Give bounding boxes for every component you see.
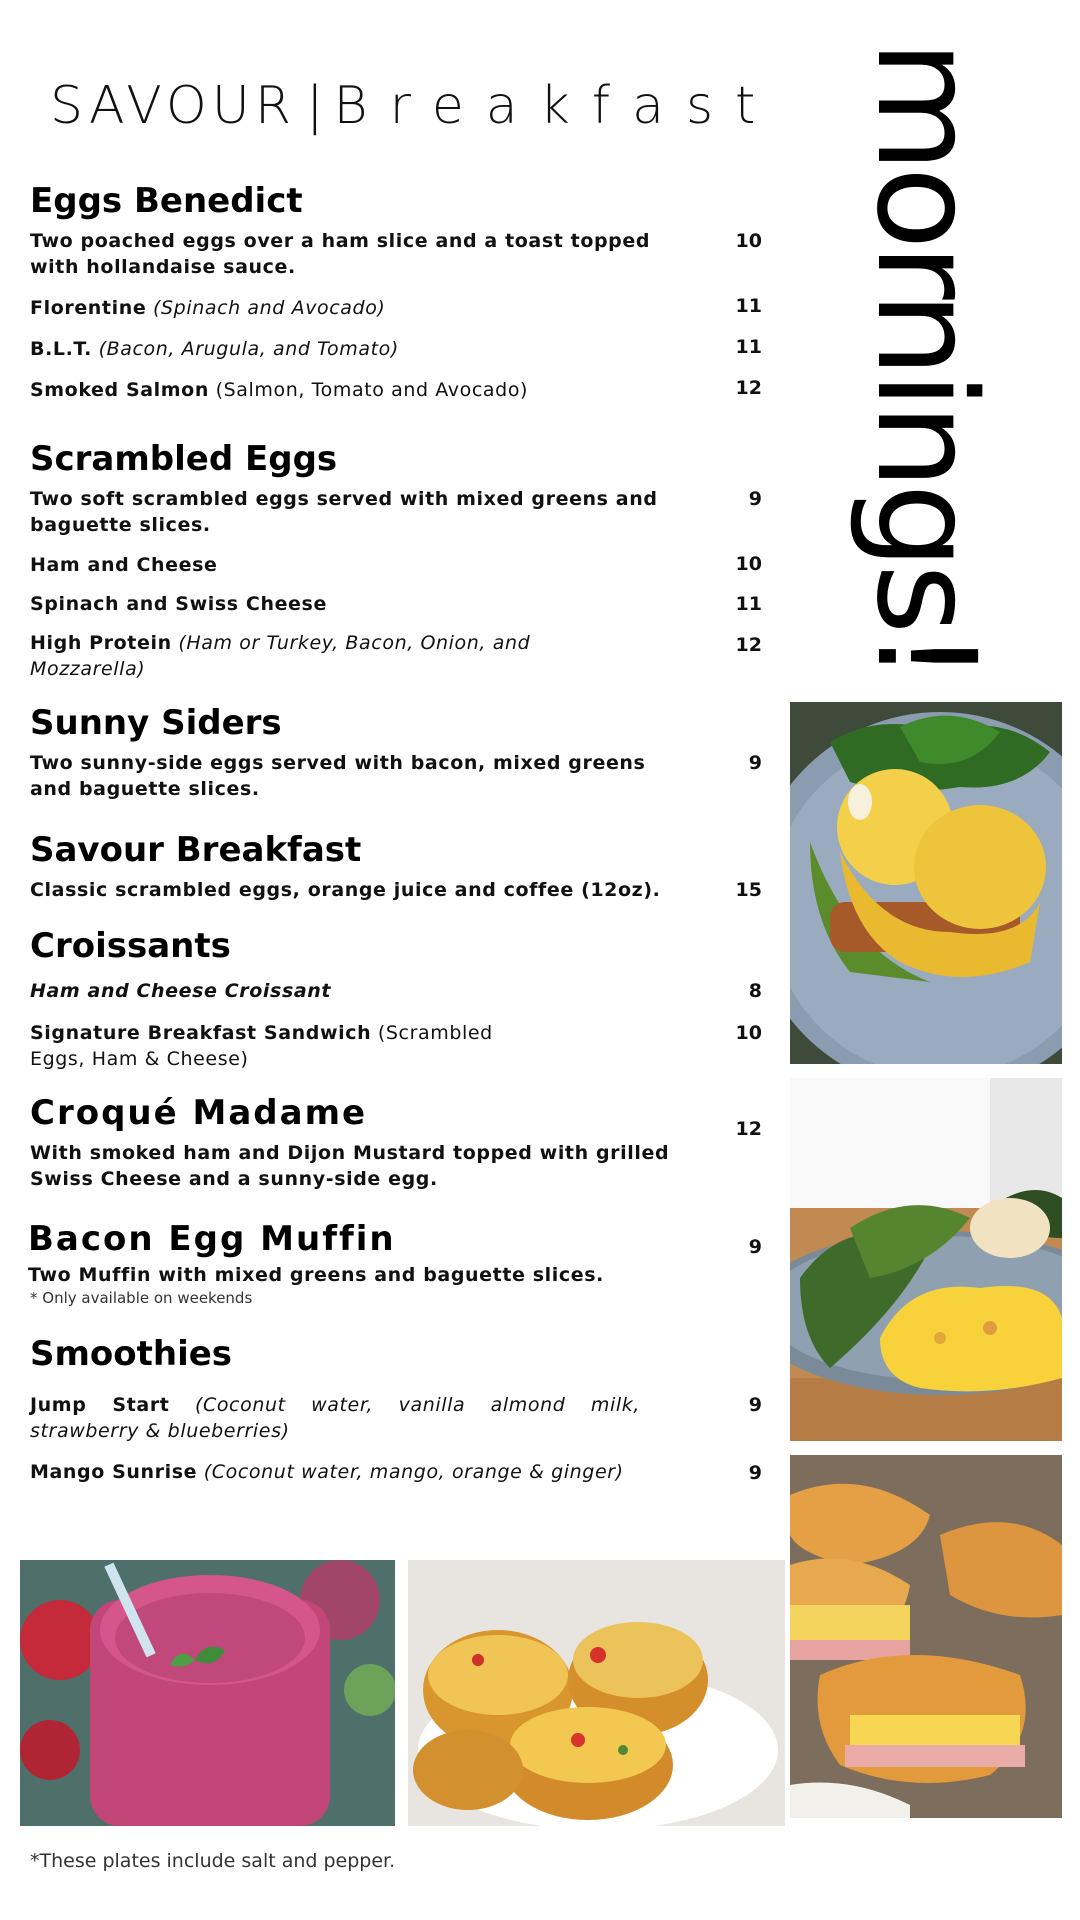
menu-item-florentine (30, 295, 710, 321)
price-jump-start: 9 (748, 1394, 762, 1416)
item-name: Florentine (30, 297, 147, 319)
price-florentine: 11 (735, 295, 762, 317)
section-title-croque-madame: Croqué Madame (30, 1093, 368, 1133)
section-desc-scrambled-eggs: Two soft scrambled eggs served with mixed greens and baguette slices. (30, 488, 658, 536)
item-name: B.L.T. (30, 338, 92, 360)
brand-name: SAVOUR (50, 76, 296, 136)
menu-item-spinach-swiss (30, 591, 710, 617)
price-scrambled-eggs: 9 (748, 488, 762, 510)
price-eggs-benedict: 10 (735, 230, 762, 252)
side-tagline-text: mornings! (846, 40, 1004, 678)
menu-item-jump-start (30, 1392, 640, 1444)
price-ham-cheese-croissant: 8 (748, 980, 762, 1002)
item-name: High Protein (30, 632, 172, 654)
menu-item-mango-sunrise (30, 1459, 710, 1485)
title-separator: | (306, 76, 324, 136)
price-ham-and-cheese: 10 (735, 553, 762, 575)
section-desc-eggs-benedict: Two poached eggs over a ham slice and a toast topped with hollandaise sauce. (30, 230, 651, 278)
section-title-smoothies: Smoothies (30, 1334, 233, 1374)
item-detail: (Ham or Turkey, Bacon, Onion, and Mozzarella) (30, 632, 531, 680)
menu-item-ham-and-cheese (30, 552, 710, 578)
photo-smoothie (20, 1560, 395, 1826)
section-desc-croque-madame: With smoked ham and Dijon Mustard topped with grilled Swiss Cheese and a sunny-side egg. (30, 1142, 670, 1190)
section-desc-sunny-siders: Two sunny-side eggs served with bacon, mixed greens and baguette slices. (30, 752, 646, 800)
item-detail: (Bacon, Arugula, and Tomato) (98, 338, 399, 360)
menu-item-high-protein (30, 630, 550, 682)
item-detail: (Coconut water, mango, orange & ginger) (203, 1461, 624, 1483)
item-name: Jump Start (30, 1394, 170, 1416)
side-tagline (846, 40, 1004, 680)
price-mango-sunrise: 9 (748, 1462, 762, 1484)
section-title-savour-breakfast: Savour Breakfast (30, 830, 362, 870)
photo-egg-muffins (408, 1560, 785, 1826)
price-smoked-salmon: 12 (735, 377, 762, 399)
price-blt: 11 (735, 336, 762, 358)
item-name: Smoked Salmon (30, 379, 209, 401)
photo-eggs-benedict (790, 702, 1062, 1064)
section-desc-savour-breakfast: Classic scrambled eggs, orange juice and coffee (12oz). (30, 879, 661, 901)
price-savour-breakfast: 15 (735, 879, 762, 901)
section-title-bacon-egg-muffin: Bacon Egg Muffin (28, 1219, 396, 1259)
photo-scrambled-eggs (790, 1078, 1062, 1441)
item-name: Ham and Cheese Croissant (30, 980, 332, 1002)
menu-item-signature-sandwich (30, 1020, 500, 1072)
price-signature-sandwich: 10 (735, 1022, 762, 1044)
item-name: Spinach and Swiss Cheese (30, 593, 327, 615)
price-high-protein: 12 (735, 634, 762, 656)
section-title-croissants: Croissants (30, 926, 231, 966)
menu-category: Breakfast (333, 76, 778, 136)
price-sunny-siders: 9 (748, 752, 762, 774)
weekend-note: * Only available on weekends (30, 1289, 253, 1307)
section-desc-bacon-egg-muffin: Two Muffin with mixed greens and baguette slices. (28, 1264, 604, 1286)
menu-item-smoked-salmon (30, 377, 710, 403)
item-detail: (Salmon, Tomato and Avocado) (215, 379, 529, 401)
photo-croissants (790, 1455, 1062, 1818)
item-name: Signature Breakfast Sandwich (30, 1022, 372, 1044)
menu-title (50, 76, 778, 136)
menu-item-blt (30, 336, 710, 362)
item-detail: (Coconut water, vanilla almond milk, strawberry & blueberries) (30, 1394, 641, 1442)
item-detail: (Spinach and Avocado) (152, 297, 386, 319)
item-name: Ham and Cheese (30, 554, 218, 576)
footer-note: *These plates include salt and pepper. (30, 1850, 396, 1872)
price-bacon-egg-muffin: 9 (748, 1236, 762, 1258)
section-title-eggs-benedict: Eggs Benedict (30, 181, 303, 221)
price-croque-madame: 12 (735, 1118, 762, 1140)
item-detail: (Scrambled Eggs, Ham & Cheese) (30, 1022, 493, 1070)
item-name: Mango Sunrise (30, 1461, 198, 1483)
section-title-sunny-siders: Sunny Siders (30, 703, 282, 743)
price-spinach-swiss: 11 (735, 593, 762, 615)
section-title-scrambled-eggs: Scrambled Eggs (30, 439, 338, 479)
menu-item-ham-cheese-croissant (30, 978, 710, 1004)
